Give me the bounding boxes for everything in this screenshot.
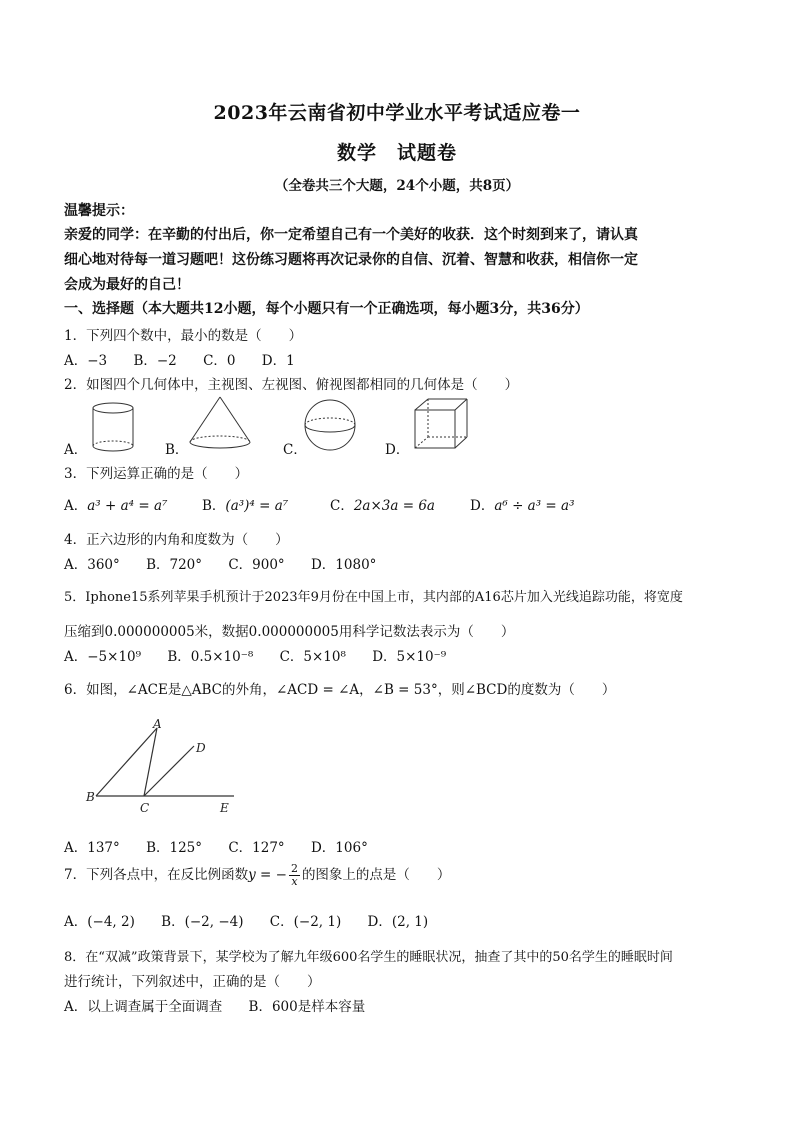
option-c: C．2a×3a = 6a	[330, 498, 435, 514]
cone-figure	[185, 394, 255, 454]
exam-info: （全卷共三个大题，24个小题，共8页）	[274, 178, 520, 194]
label-e: E	[220, 801, 229, 815]
option-b: B．−2	[133, 353, 177, 369]
option-a: A．137°	[64, 840, 120, 856]
question-4-options	[64, 553, 398, 573]
expression-a: a³ + a⁴ = a⁷	[87, 498, 168, 514]
option-d: D．5×10⁻⁹	[372, 649, 447, 665]
cylinder-figure	[88, 400, 138, 456]
expression-d: a⁶ ÷ a³ = a³	[494, 498, 575, 514]
question-8-options	[64, 995, 387, 1015]
option-a: A．以上调查属于全面调查	[64, 999, 223, 1015]
option-d: D．106°	[310, 840, 368, 856]
option-c: C．0	[203, 353, 236, 369]
triangle-figure	[84, 716, 244, 826]
option-b-label: B．	[165, 442, 189, 458]
question-5-stem-line-2: 压缩到0.000000005米，数据0.000000005用科学记数法表示为（ ）	[64, 624, 515, 640]
option-d-label: D．	[385, 442, 410, 458]
question-6-options	[64, 836, 390, 856]
option-b: B．720°	[146, 557, 203, 573]
question-4-stem: 4．正六边形的内角和度数为（ ）	[64, 532, 289, 548]
question-1-stem: 1．下列四个数中，最小的数是（ ）	[64, 328, 303, 344]
option-a: A．a³ + a⁴ = a⁷	[64, 498, 168, 514]
option-c: C．127°	[228, 840, 285, 856]
label-b: B	[86, 790, 95, 804]
option-d: D．1	[261, 353, 295, 369]
option-a: A．−5×10⁹	[64, 649, 142, 665]
option-d: D．a⁶ ÷ a³ = a³	[470, 498, 575, 514]
question-2-stem: 2．如图四个几何体中，主视图、左视图、俯视图都相同的几何体是（ ）	[64, 377, 519, 393]
option-c: C．5×10⁸	[279, 649, 346, 665]
function-lhs: y = −	[248, 867, 287, 883]
option-a-label: A．	[64, 442, 88, 458]
question-7-stem: 7．下列各点中，在反比例函数y = − $\frac{2}{x}$ 的图象上的点是（ ）	[64, 862, 451, 888]
question-8-stem-line-2: 进行统计，下列叙述中，正确的是（ ）	[64, 974, 321, 990]
option-a: A．−3	[64, 353, 108, 369]
label-a: A	[153, 717, 162, 731]
option-b: B．(−2, −4)	[161, 914, 244, 930]
question-1-options	[64, 349, 317, 369]
label-c: C	[140, 801, 150, 815]
question-5-options	[64, 645, 468, 665]
option-d: D．1080°	[310, 557, 377, 573]
section-heading: 一、选择题（本大题共12小题，每个小题只有一个正确选项，每小题3分，共36分）	[64, 301, 589, 317]
question-6-stem: 6．如图，∠ACE是△ABC的外角，∠ACD = ∠A，∠B = 53°，则∠BCD的度数为（ ）	[64, 682, 616, 698]
tips-line-1: 亲爱的同学：在辛勤的付出后，你一定希望自己有一个美好的收获．这个时刻到来了，请认真	[64, 227, 638, 243]
tips-line-3: 会成为最好的自己！	[64, 277, 190, 293]
fraction: $\frac{2}{x}$	[290, 862, 298, 888]
label-d: D	[196, 741, 206, 755]
expression-b: (a³)⁴ = a⁷	[225, 498, 289, 514]
option-b: B．(a³)⁴ = a⁷	[202, 498, 289, 514]
exam-title: 2023年云南省初中学业水平考试适应卷一	[213, 102, 581, 124]
cube-figure	[412, 396, 470, 452]
option-d: D．(2, 1)	[367, 914, 429, 930]
question-8-stem-line-1: 8．在“双减”政策背景下，某学校为了解九年级600名学生的睡眠状况，抽查了其中的50名学生的睡眠时间	[64, 950, 673, 965]
question-7-options	[64, 910, 450, 930]
option-c-label: C．	[283, 442, 307, 458]
tips-line-2: 细心地对待每一道习题吧！这份练习题将再次记录你的自信、沉着、智慧和收获，相信你一定	[64, 252, 638, 268]
option-b: B．125°	[146, 840, 203, 856]
question-3-stem: 3．下列运算正确的是（ ）	[64, 466, 249, 482]
option-c: C．900°	[228, 557, 285, 573]
exam-subject: 数学 试题卷	[336, 142, 457, 164]
expression-c: 2a×3a = 6a	[353, 498, 435, 514]
tips-label: 温馨提示：	[64, 203, 134, 219]
option-b: B．600是样本容量	[248, 999, 366, 1015]
option-a: A．(−4, 2)	[64, 914, 135, 930]
option-c: C．(−2, 1)	[269, 914, 342, 930]
question-5-stem-line-1: 5．Iphone15系列苹果手机预计于2023年9月份在中国上市，其内部的A16芯片加入光线追踪功能，将宽度	[64, 590, 683, 605]
option-a: A．360°	[64, 557, 120, 573]
option-b: B．0.5×10⁻⁸	[167, 649, 254, 665]
sphere-figure	[302, 397, 358, 453]
